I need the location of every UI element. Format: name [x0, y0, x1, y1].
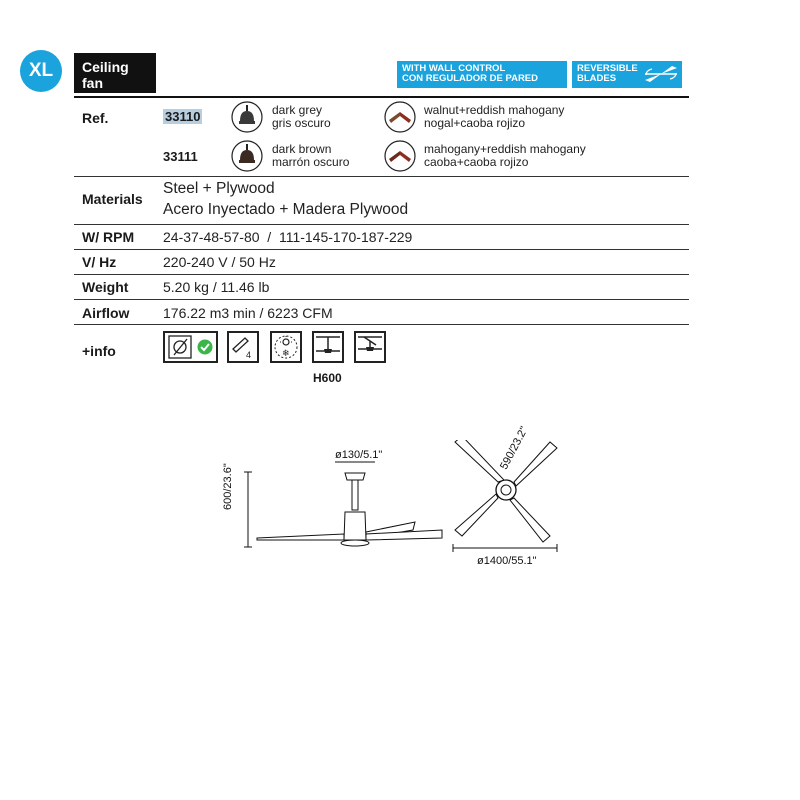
- materials-es: Acero Inyectado + Madera Plywood: [163, 201, 409, 218]
- svg-text:4: 4: [246, 350, 252, 360]
- walnut-blade-icon: [384, 101, 416, 133]
- finish-1-es: gris oscuro: [272, 116, 331, 130]
- reversible-label-2: BLADES: [577, 73, 617, 84]
- span-dimension: ø1400/55.1": [477, 555, 537, 567]
- airflow-label: Airflow: [82, 305, 130, 321]
- ref-code-2: 33111: [163, 149, 198, 164]
- materials-label: Materials: [82, 191, 143, 207]
- divider: [74, 249, 689, 250]
- finish-2-en: dark brown: [272, 142, 332, 156]
- header-rule: [74, 96, 689, 98]
- short-mount-icon: [354, 331, 386, 363]
- divider: [74, 274, 689, 275]
- svg-text:❄: ❄: [282, 349, 290, 359]
- category-line-1: Ceiling: [82, 59, 129, 75]
- ceiling-mount-icon: [312, 331, 344, 363]
- materials-value: [163, 178, 408, 220]
- finish-2: [272, 143, 349, 169]
- reversible-label-1: REVERSIBLE: [577, 63, 638, 74]
- divider: [74, 176, 689, 177]
- reversible-blades-banner: [572, 61, 682, 88]
- wall-control-label-en: WITH WALL CONTROL: [402, 63, 506, 74]
- wall-control-label-es: CON REGULADOR DE PARED: [402, 73, 538, 84]
- wrpm-value: 24-37-48-57-80 / 111-145-170-187-229: [163, 229, 413, 245]
- ref-code-1: [163, 109, 202, 124]
- ref-code-1-text: 33110: [165, 109, 201, 124]
- blades-1-es: nogal+caoba rojizo: [424, 116, 526, 130]
- side-view-drawing: [244, 462, 442, 547]
- finish-2-es: marrón oscuro: [272, 155, 350, 169]
- blade-length-dimension: 590/23.2": [498, 424, 531, 472]
- mahogany-blade-icon: [384, 140, 416, 172]
- dark-brown-lamp-icon: [231, 140, 263, 172]
- divider: [74, 224, 689, 225]
- weight-value: 5.20 kg / 11.46 lb: [163, 279, 270, 295]
- reversible-blades-icon: [642, 63, 680, 85]
- dark-grey-lamp-icon: [231, 101, 263, 133]
- blades-1: [424, 104, 564, 130]
- size-badge: XL: [20, 50, 62, 92]
- ref-label: Ref.: [82, 110, 109, 126]
- weight-label: Weight: [82, 279, 129, 295]
- info-label: +info: [82, 343, 116, 359]
- divider: [74, 299, 689, 300]
- materials-en: Steel + Plywood: [163, 180, 275, 197]
- category-line-2: fan: [82, 75, 103, 91]
- finish-1: [272, 104, 331, 130]
- blades-2-es: caoba+caoba rojizo: [424, 155, 529, 169]
- wall-control-banner: [397, 61, 567, 88]
- finish-1-en: dark grey: [272, 103, 323, 117]
- wrpm-label: W/ RPM: [82, 229, 135, 245]
- mount-caption: H600: [313, 371, 342, 385]
- wall-control-icon: [163, 331, 218, 363]
- summer-winter-icon: [270, 331, 302, 363]
- category-title: [74, 53, 156, 93]
- height-dimension: 600/23.6": [222, 463, 234, 510]
- vhz-value: 220-240 V / 50 Hz: [163, 254, 276, 270]
- speed-4-icon: [227, 331, 259, 363]
- blades-2: [424, 143, 586, 169]
- vhz-label: V/ Hz: [82, 254, 117, 270]
- blades-2-en: mahogany+reddish mahogany: [424, 142, 586, 156]
- airflow-value: 176.22 m3 min / 6223 CFM: [163, 305, 333, 321]
- blades-1-en: walnut+reddish mahogany: [424, 103, 565, 117]
- divider: [74, 324, 689, 325]
- canopy-dimension: ø130/5.1": [335, 449, 383, 461]
